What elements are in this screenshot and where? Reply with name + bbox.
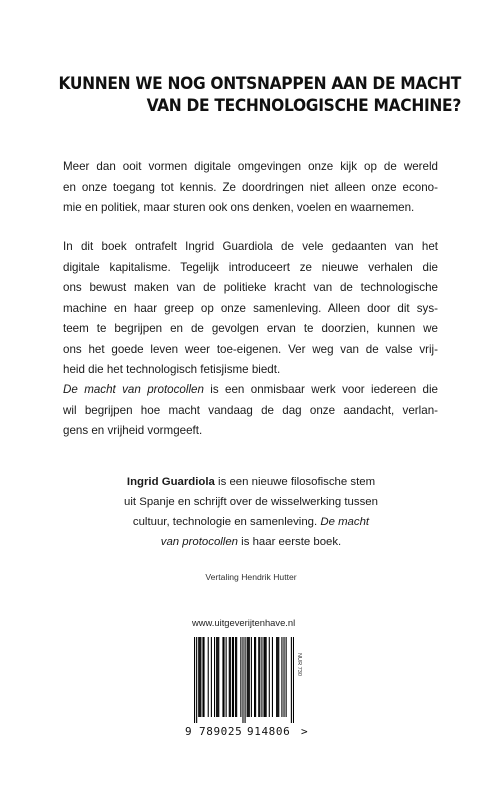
text-line: teem te begrijpen en de gevolgen ervan te doorzien, kunnen we xyxy=(63,322,438,335)
text-line: machine en haar greep op onze samenleving. Alleen door dit sys- xyxy=(63,301,438,315)
text-line: wil begrijpen hoe macht vandaag de dag onze aandacht, verlan- xyxy=(63,403,438,417)
barcode-bar xyxy=(226,637,227,717)
text-line: Meer dan ooit vormen digitale omgevingen onze kijk op de wereld xyxy=(63,160,438,173)
text-span: is haar eerste boek. xyxy=(238,536,342,548)
barcode-bar xyxy=(202,637,203,717)
barcode-bar xyxy=(286,637,287,717)
isbn-barcode xyxy=(194,637,294,723)
barcode-bar xyxy=(277,637,278,717)
headline-line-2: VAN DE TECHNOLOGISCHE MACHINE? xyxy=(146,96,461,116)
barcode-bar xyxy=(261,637,262,717)
barcode-bar xyxy=(278,637,279,717)
barcode-guard-bar xyxy=(242,637,243,723)
author-bio xyxy=(100,472,402,552)
barcode-guard-bar xyxy=(196,637,197,723)
nur-code: NUR 730 xyxy=(296,653,302,677)
blurb-paragraph-2 xyxy=(63,237,438,381)
isbn-right-group: 914806 xyxy=(247,725,291,738)
barcode-bar xyxy=(223,637,224,717)
isbn-quiet-zone-marker: > xyxy=(301,725,308,738)
barcode-bar xyxy=(263,637,264,717)
text-line xyxy=(100,532,402,552)
barcode-bar xyxy=(233,637,234,717)
barcode-guard-bar xyxy=(291,637,292,723)
text-span: is een nieuwe filosofische stem xyxy=(214,476,376,488)
text-line: digitale kapitalisme. Tegelijk introduceert ze nieuwe verhalen die xyxy=(63,260,438,274)
text-span: is een onmisbaar werk voor iedereen die xyxy=(203,383,438,396)
text-line: uit Spanje en schrijft over de wisselwerking tussen xyxy=(124,496,378,508)
barcode-bar xyxy=(247,637,248,717)
text-line: ons bewust maken van de politieke kracht van de technologische xyxy=(63,281,438,294)
barcode-bar xyxy=(232,637,233,717)
barcode-bar xyxy=(259,637,260,717)
barcode-bar xyxy=(230,637,231,717)
barcode-guard-bar xyxy=(245,637,246,723)
text-line: In dit boek ontrafelt Ingrid Guardiola de vele gedaanten van het xyxy=(63,240,438,253)
barcode-bar xyxy=(229,637,230,717)
barcode-bar xyxy=(272,637,273,717)
text-line: heid die het technologisch fetisjisme biedt. xyxy=(63,363,281,376)
barcode-bars xyxy=(194,637,294,723)
headline xyxy=(40,73,461,117)
book-title-italic: van protocollen xyxy=(160,536,239,548)
text-line xyxy=(100,512,402,532)
barcode-bar xyxy=(203,637,204,717)
blurb-paragraph-3 xyxy=(63,380,438,442)
headline-line-1: KUNNEN WE NOG ONTSNAPPEN AAN DE MACHT xyxy=(58,74,461,94)
text-line: ons het goede leven weer toe-eigenen. Ver weg van de valse vrij- xyxy=(63,342,438,356)
barcode-bar xyxy=(258,637,259,717)
barcode-bar xyxy=(283,637,284,717)
isbn-left-group: 789025 xyxy=(199,725,243,738)
barcode-bar xyxy=(198,637,199,717)
text-line: mie en politiek, maar sturen ook ons denken, voelen en waarnemen. xyxy=(63,201,415,214)
barcode-bar xyxy=(265,637,266,717)
barcode-bar xyxy=(200,637,201,717)
text-line xyxy=(100,472,402,492)
barcode-guard-bar xyxy=(293,637,294,723)
barcode-bar xyxy=(235,637,236,717)
publisher-website: www.uitgeverijtenhave.nl xyxy=(192,617,296,628)
book-title-italic: De macht xyxy=(320,516,370,528)
barcode-bar xyxy=(208,637,209,717)
barcode-guard-bar xyxy=(194,637,195,723)
barcode-bar xyxy=(236,637,237,717)
barcode-bar xyxy=(214,637,215,717)
barcode-bar xyxy=(251,637,252,717)
barcode-bar xyxy=(269,637,270,717)
text-line: en onze toegang tot kennis. Ze doordringen niet alleen onze econo- xyxy=(63,180,438,194)
barcode-bar xyxy=(276,637,277,717)
text-span: cultuur, technologie en samenleving. xyxy=(132,516,321,528)
barcode-bar xyxy=(199,637,200,717)
barcode-bar xyxy=(266,637,267,717)
barcode-bar xyxy=(240,637,241,717)
text-line: gens en vrijheid vormgeeft. xyxy=(63,424,203,437)
text-line xyxy=(63,380,438,401)
barcode-bar xyxy=(217,637,218,717)
barcode-bar xyxy=(216,637,217,717)
blurb-paragraph-1 xyxy=(63,157,438,219)
barcode-bar xyxy=(211,637,212,717)
barcode-bar xyxy=(218,637,219,717)
barcode-bar xyxy=(281,637,282,717)
barcode-bar xyxy=(222,637,223,717)
barcode-bar xyxy=(248,637,249,717)
barcode-bar xyxy=(254,637,255,717)
author-name: Ingrid Guardiola xyxy=(126,476,215,488)
translator-credit: Vertaling Hendrik Hutter xyxy=(205,572,297,582)
barcode-bar xyxy=(255,637,256,717)
barcode-bar xyxy=(249,637,250,717)
book-title-italic: De macht van protocollen xyxy=(63,383,204,396)
isbn-lead-digit: 9 xyxy=(185,725,192,738)
